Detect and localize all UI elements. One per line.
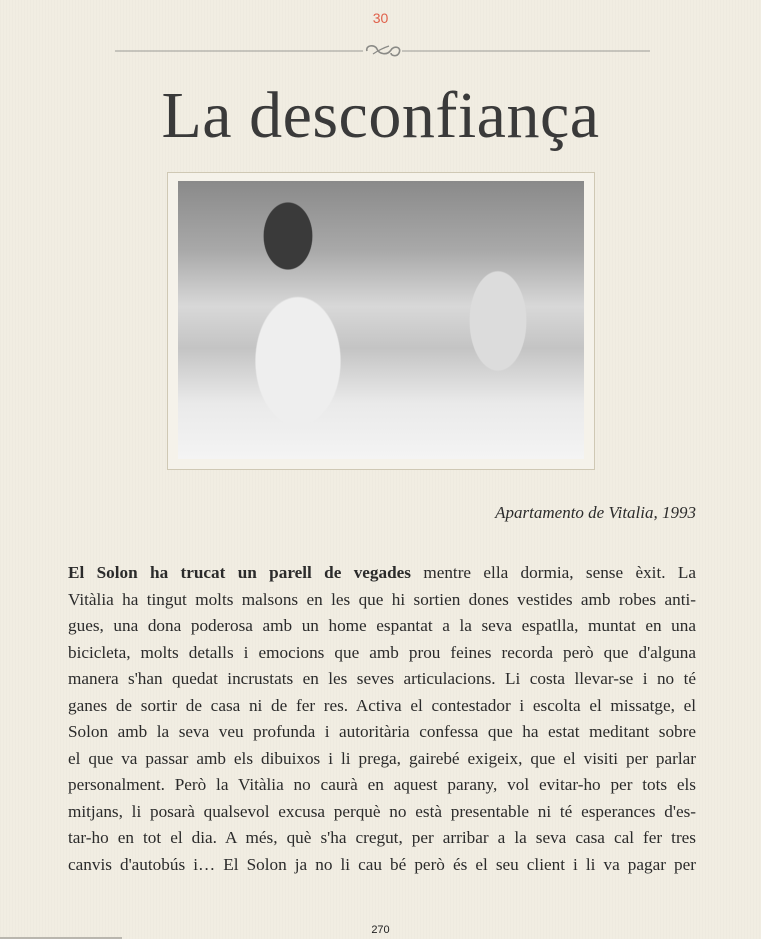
body-text: [68, 560, 696, 878]
text-line: [68, 560, 696, 587]
text-line: personalment. Però la Vitàlia no caurà en aquest parany, vol evitar-ho per tots els: [68, 775, 696, 794]
text-line: gues, una dona poderosa amb un home espantat a la seva espatlla, muntat en una: [68, 616, 696, 635]
text-line: canvis d'autobús i… El Solon ja no li cau bé però és el seu client i li va pagar per: [68, 854, 696, 874]
chapter-number: 30: [372, 10, 389, 26]
text-line-content: mentre ella dormia, sense èxit. La: [411, 563, 697, 582]
text-line: tar-ho en tot el dia. A més, què s'ha cregut, per arribar a la seva casa cal fer tres: [68, 828, 696, 847]
text-line: mitjans, li posarà qualsevol excusa perquè no està presentable ni té esperances d'es-: [68, 801, 696, 821]
lead-text: El Solon ha trucat un parell de vegades: [68, 563, 411, 582]
page-number: 270: [371, 924, 390, 936]
text-line: ganes de sortir de casa ni de fer res. Activa el contestador i escolta el missatge, el: [68, 695, 696, 715]
vintage-photo: [178, 181, 584, 459]
text-line: bicicleta, molts detalls i emocions que amb prou feines recorda però que d'alguna: [68, 642, 696, 662]
text-line: Solon amb la seva veu profunda i autoritària confessa que ha estat meditant sobre: [68, 722, 696, 741]
text-line: manera s'han quedat incrustats en les seves articulacions. Li costa llevar-se i no té: [68, 669, 696, 688]
text-line: Vitàlia ha tingut molts malsons en les que hi sortien dones vestides amb robes anti-: [68, 589, 696, 609]
photo-caption: Apartamento de Vitalia, 1993: [495, 503, 696, 522]
text-line: el que va passar amb els dibuixos i li prega, gairebé exigeix, que el visiti per parlar: [68, 748, 696, 768]
ornament-divider-icon: [115, 42, 650, 60]
photo-frame[interactable]: [167, 172, 595, 470]
chapter-title: La desconfiança: [161, 79, 600, 152]
